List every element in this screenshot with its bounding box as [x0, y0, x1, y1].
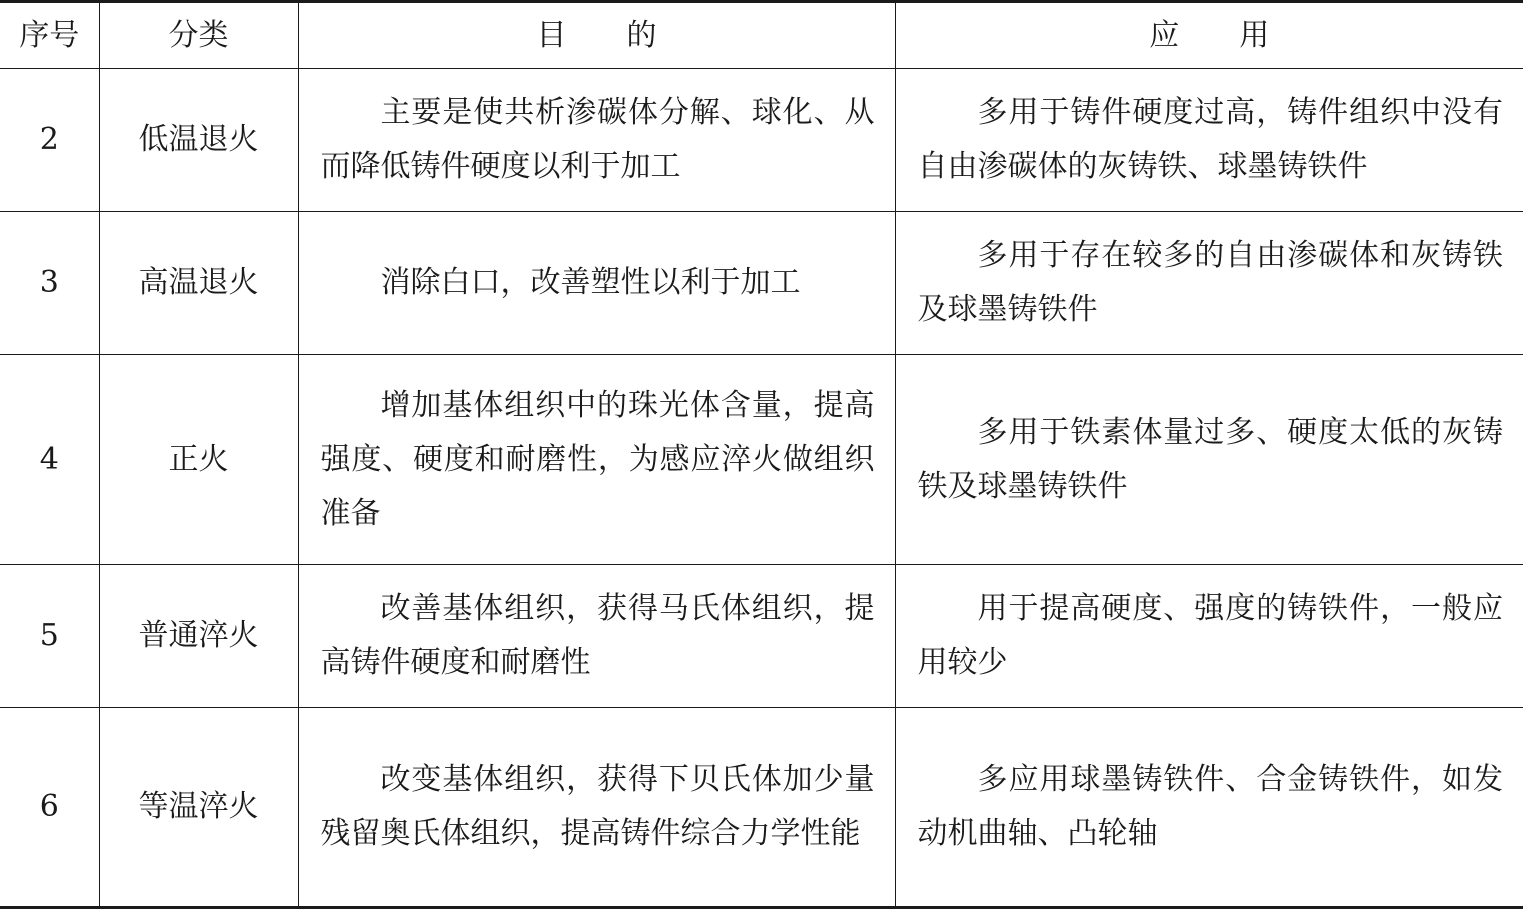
row-category: 等温淬火: [99, 708, 298, 908]
row-purpose: 增加基体组织中的珠光体含量，提高强度、硬度和耐磨性，为感应淬火做组织准备: [298, 355, 895, 565]
row-application: 多应用球墨铸铁件、合金铸铁件，如发动机曲轴、凸轮轴: [895, 708, 1523, 908]
row-application: 用于提高硬度、强度的铸铁件，一般应用较少: [895, 565, 1523, 708]
row-purpose: 主要是使共析渗碳体分解、球化、从而降低铸件硬度以利于加工: [298, 69, 895, 212]
row-application: 多用于铁素体量过多、硬度太低的灰铸铁及球墨铸铁件: [895, 355, 1523, 565]
table-row: [0, 69, 1523, 212]
header-purpose-label: 目的: [536, 17, 717, 53]
table-header: [0, 2, 1523, 69]
table-row: [0, 565, 1523, 708]
header-application-label: 应用: [1149, 17, 1330, 53]
row-application: 多用于铸件硬度过高，铸件组织中没有自由渗碳体的灰铸铁、球墨铸铁件: [895, 69, 1523, 212]
header-index: 序号: [0, 2, 99, 69]
row-category: 正火: [99, 355, 298, 565]
row-index: 6: [0, 708, 99, 908]
row-index: 2: [0, 69, 99, 212]
header-purpose: [298, 2, 895, 69]
table-row: [0, 212, 1523, 355]
table-body: [0, 69, 1523, 908]
header-application: [895, 2, 1523, 69]
header-category: 分类: [99, 2, 298, 69]
header-row: [0, 2, 1523, 69]
table-row: [0, 355, 1523, 565]
row-index: 4: [0, 355, 99, 565]
row-category: 普通淬火: [99, 565, 298, 708]
row-index: 5: [0, 565, 99, 708]
row-purpose: 改善基体组织，获得马氏体组织，提高铸件硬度和耐磨性: [298, 565, 895, 708]
row-category: 低温退火: [99, 69, 298, 212]
row-index: 3: [0, 212, 99, 355]
row-application: 多用于存在较多的自由渗碳体和灰铸铁及球墨铸铁件: [895, 212, 1523, 355]
row-category: 高温退火: [99, 212, 298, 355]
row-purpose: 消除白口，改善塑性以利于加工: [298, 212, 895, 355]
row-purpose: 改变基体组织，获得下贝氏体加少量残留奥氏体组织，提高铸件综合力学性能: [298, 708, 895, 908]
table-row: [0, 708, 1523, 908]
